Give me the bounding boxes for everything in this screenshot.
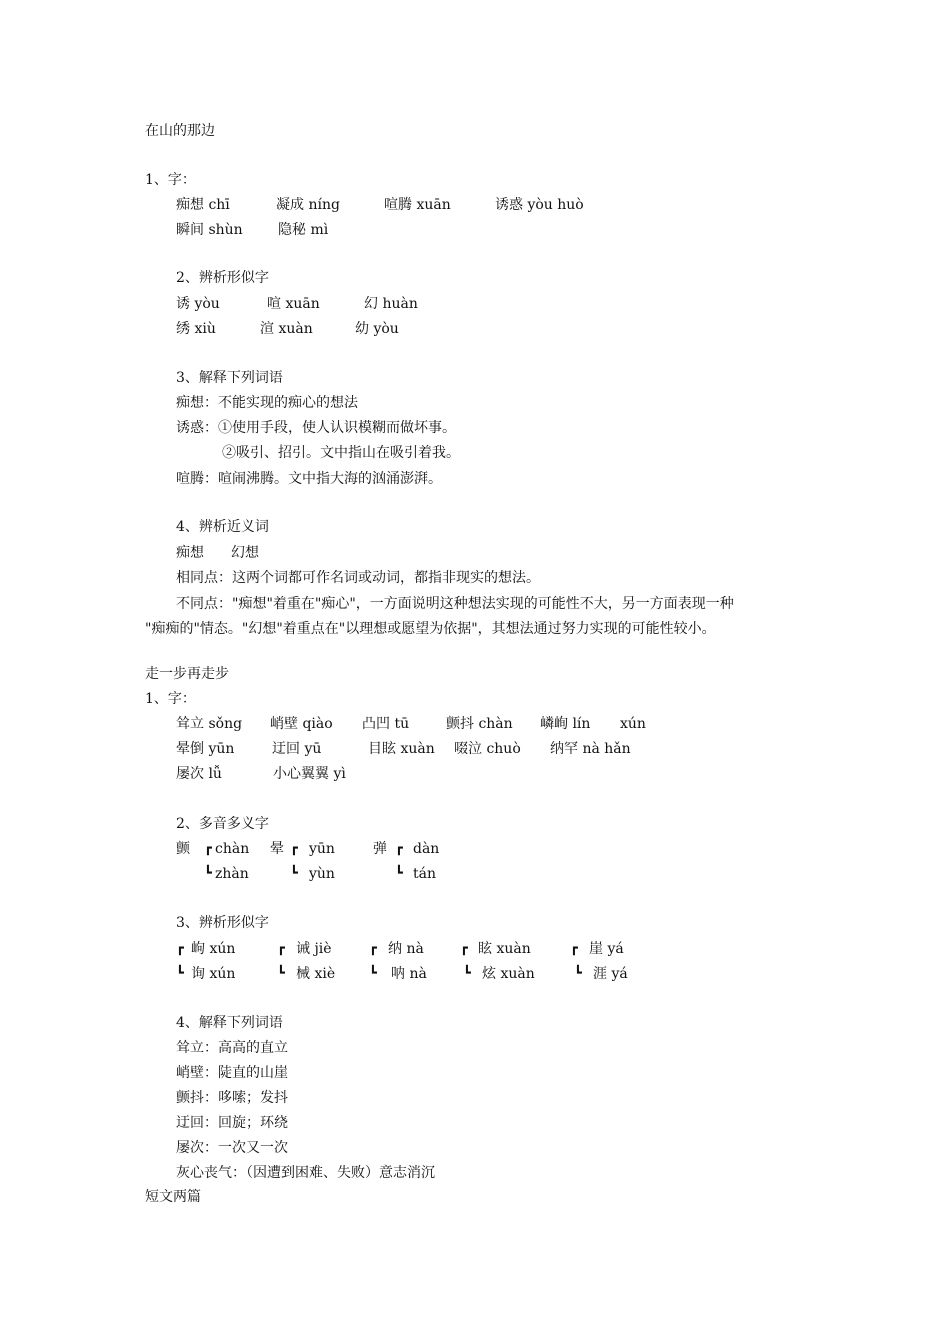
word-1-1-6: 隐秘 mì [278,222,329,238]
word-2-1-5: 嶙峋 lín [540,716,591,732]
heading-1-1: 1、字： [145,172,196,188]
word-1-1-3: 喧腾 xuān [384,197,451,213]
similar-char-1a: 岣 xún [191,941,236,957]
definition-2-4-6: 灰心丧气：（因遭到困难、失败）意志消沉 [176,1165,435,1181]
word-2-1-10: 啜泣 chuò [454,741,521,757]
word-2-1-2: 峭壁 qiào [270,716,333,732]
bracket-bottom-icon: ┗ [395,866,403,881]
difference-text-1: 不同点："痴想"着重在"痴心"，一方面说明这种想法实现的可能性不大，另一方面表现一种 [176,596,734,612]
word-2-1-6: xún [620,716,646,732]
similar-char-2b: 械 xiè [296,966,336,982]
bracket-top-icon: ┏ [570,941,578,956]
similar-char-5b: 涯 yá [593,966,628,982]
word-1-1-5: 瞬间 shùn [176,222,243,238]
word-1-2-2: 喧 xuān [267,296,320,312]
bracket-top-icon: ┏ [290,841,298,856]
similar-char-3b: 呐 nà [391,966,427,982]
similar-char-2a: 诫 jiè [296,941,332,957]
bracket-top-icon: ┏ [204,841,212,856]
word-2-1-4: 颤抖 chàn [446,716,513,732]
word-2-1-13: 小心翼翼 yì [273,766,346,782]
word-2-1-11: 纳罕 nà hǎn [550,741,631,757]
polyphonic-reading-1a: chàn [215,841,250,857]
word-1-4-1: 痴想 [176,545,204,561]
definition-1-3-4: 喧腾：喧闹沸腾。文中指大海的汹涌澎湃。 [176,471,442,487]
definition-1-3-3: ②吸引、招引。文中指山在吸引着我。 [222,445,460,461]
bracket-top-icon: ┏ [395,841,403,856]
word-2-1-9: 目眩 xuàn [368,741,435,757]
heading-1-3: 3、解释下列词语 [176,370,283,386]
bracket-bottom-icon: ┗ [463,966,471,981]
bracket-bottom-icon: ┗ [277,966,285,981]
polyphonic-reading-1b: zhàn [215,866,249,882]
heading-2-1: 1、字： [145,691,196,707]
word-1-1-4: 诱惑 yòu huò [495,197,584,213]
word-1-4-2: 幻想 [231,545,259,561]
heading-1-2: 2、辨析形似字 [176,270,269,286]
section-title-3: 短文两篇 [145,1189,201,1205]
definition-2-4-1: 耸立：高高的直立 [176,1040,288,1056]
similar-char-4a: 眩 xuàn [478,941,531,957]
polyphonic-reading-2a: yūn [309,841,335,857]
heading-2-2: 2、多音多义字 [176,816,269,832]
bracket-bottom-icon: ┗ [369,966,377,981]
heading-1-4: 4、辨析近义词 [176,519,269,535]
word-2-1-8: 迂回 yū [272,741,322,757]
difference-text-2: "痴痴的"情态。"幻想"着重点在"以理想或愿望为依据"，其想法通过努力实现的可能性较小。 [145,621,716,637]
definition-2-4-5: 屡次：一次又一次 [176,1140,288,1156]
bracket-top-icon: ┏ [460,941,468,956]
definition-1-3-1: 痴想：不能实现的痴心的想法 [176,395,358,411]
polyphonic-reading-3a: dàn [413,841,440,857]
bracket-bottom-icon: ┗ [204,866,212,881]
word-2-1-12: 屡次 lǚ [176,766,222,782]
bracket-top-icon: ┏ [277,941,285,956]
similar-char-4b: 炫 xuàn [482,966,535,982]
similar-char-5a: 崖 yá [589,941,624,957]
similarity-text: 相同点：这两个词都可作名词或动词，都指非现实的想法。 [176,570,540,586]
word-1-2-3: 幻 huàn [364,296,418,312]
polyphonic-char-3: 弹 [373,841,387,857]
definition-1-3-2: 诱惑：①使用手段，使人认识模糊而做坏事。 [176,420,456,436]
word-2-1-7: 晕倒 yūn [176,741,235,757]
definition-2-4-4: 迂回：回旋；环绕 [176,1115,288,1131]
bracket-top-icon: ┏ [369,941,377,956]
polyphonic-reading-3b: tán [413,866,436,882]
definition-2-4-3: 颤抖：哆嗦；发抖 [176,1090,288,1106]
section-title-2: 走一步再走步 [145,666,229,682]
polyphonic-char-1: 颤 [176,841,190,857]
word-2-1-3: 凸凹 tū [362,716,410,732]
word-1-2-1: 诱 yòu [176,296,220,312]
bracket-top-icon: ┏ [176,941,184,956]
polyphonic-char-2: 晕 [270,841,284,857]
word-1-2-4: 绣 xiù [176,321,216,337]
word-1-2-5: 渲 xuàn [260,321,313,337]
word-1-2-6: 幼 yòu [355,321,399,337]
definition-2-4-2: 峭壁：陡直的山崖 [176,1065,288,1081]
similar-char-3a: 纳 nà [388,941,424,957]
similar-char-1b: 询 xún [191,966,236,982]
bracket-bottom-icon: ┗ [574,966,582,981]
word-1-1-1: 痴想 chī [176,197,230,213]
heading-2-4: 4、解释下列词语 [176,1015,283,1031]
word-2-1-1: 耸立 sǒng [176,716,243,732]
bracket-bottom-icon: ┗ [290,866,298,881]
section-title-1: 在山的那边 [145,123,215,139]
bracket-bottom-icon: ┗ [176,966,184,981]
word-1-1-2: 凝成 níng [276,197,340,213]
polyphonic-reading-2b: yùn [309,866,335,882]
heading-2-3: 3、辨析形似字 [176,915,269,931]
